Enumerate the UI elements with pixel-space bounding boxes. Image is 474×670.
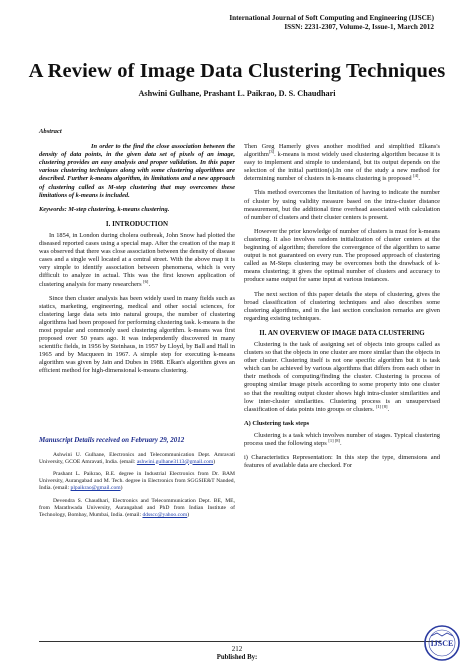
subsection-heading-clustering-steps: A) Clustering task steps xyxy=(244,419,310,427)
journal-issn: ISSN: 2231-2307, Volume-2, Issue-1, March 2012 xyxy=(284,23,434,31)
paper-title: A Review of Image Data Clustering Techniques xyxy=(28,60,446,82)
author-bio-1 xyxy=(39,452,235,466)
author-bio-1-text: Ashwini U. Gulhane, Electronics and Telecommunication Dept. Amravati University, GCOE Amravati, India. (email: xyxy=(39,451,235,465)
right-paragraph-5-text: Clustering is the task of assigning set of objects into groups called as clusters so that the objects in one cluster are more similar than the objects in other cluster. Clustering itself is not one specific algorithm but it is task which can be achieved by various algorithms that differs from each other in their methods of computing/finding the cluster. Clustering is process of grouping similar image pixels according to some property into one cluster so that the resulting output cluster shows high intra-cluster similarities and low inter-cluster similarities. Clustering process is an unsupervised classification of data points into groups or clusters. xyxy=(244,340,440,413)
right-paragraph-6: Clustering is a task which involves number of stages. Typical clustering process used the following steps [1] [8]. xyxy=(244,431,440,447)
intro-paragraph-1-text: In 1854, in London during cholera outbreak, John Snow had plotted the diseased reported cases using a special map. After the creation of the map it was observed that there was close association between the density of disease cases and a single well located at a central street. With the above map it is very simple to identify association between phenomena, which is very difficult to analyze in actual. This was the first known application of clustering analysis for many researchers xyxy=(39,231,235,288)
right-paragraph-4: The next section of this paper details the steps of clustering, gives the broad classification of clustering techniques and also describes some clustering algorithms, and in the last section conclusion remarks are given regarding existing techniques. xyxy=(244,290,440,322)
manuscript-details: Manuscript Details received on February 29, 2012 xyxy=(39,435,185,444)
right-paragraph-1b: . k-means is most widely used clustering algorithm because it is easy to implement and simple to understand, but its output depends on the selection of the initial partition(s).In one of the study a new method for determining number of clusters in k-means clustering is proposed xyxy=(244,151,440,183)
citation-ref: [3] xyxy=(268,148,275,154)
intro-paragraph-2: Since then cluster analysis has been widely used in many fields such as statics, marketing, engineering, medical and other social sciences, for clustering large data sets into natural groups, the number of clustering algorithms had been proposed for performing clustering task. k-means is the most popular and commonly used clustering algorithm. k-means was first proposed over 50 years ago. It was independently discovered in many scientific fields, in 1956 by Steinhaus, in 1957 by Lloyd, by Ball and Hall in 1965 and by Macqueen in 1967. A simple step for executing k-means algorithm was given by Jain and Dubes in 1988. Elkan's algorithm gives an efficient method for high-dimensional k-means clustering. xyxy=(39,294,235,375)
journal-header xyxy=(229,14,434,32)
right-paragraph-1a: Then Greg Hamerly gives another modified and simplified Elkans's algorithm xyxy=(244,143,440,159)
author-email-link-3[interactable]: ddsscc@yahoo.com xyxy=(142,511,188,518)
citation-ref: [1] [8] xyxy=(328,437,340,443)
footer-rule xyxy=(39,641,441,642)
right-paragraph-6-text: Clustering is a task which involves number of stages. Typical clustering process used the following steps xyxy=(244,431,440,447)
author-bio-1-tail: ) xyxy=(213,458,216,465)
right-paragraph-3: However the prior knowledge of number of clusters is must for k-means clustering. It also involves random initialization of cluster centers at the beginning of algorithm; therefore the convergence of the algorithm to same output is not guaranteed on every run. The proposed approach of clustering called as M-Steps clustering may be overcomes both the drawback of k-means clustering; it gives the optimal number of clusters and accuracy to produce same output for same input at various instances. xyxy=(244,227,440,284)
left-column xyxy=(39,128,235,525)
footer-publisher: Published By: xyxy=(216,654,258,661)
journal-name: International Journal of Soft Computing and Engineering (IJSCE) xyxy=(229,14,434,22)
right-paragraph-2: This method overcomes the limitation of having to indicate the number of cluster by using validity measure based on the intra-cluster distance measurement, but the additional time overhead associated with calculation of number of clusters and their cluster centers is present. xyxy=(244,189,440,221)
citation-ref: [1] [8] xyxy=(375,403,388,409)
citation-ref: [6] xyxy=(143,278,149,284)
right-paragraph-5: Clustering is the task of assigning set of objects into groups called as clusters so that the objects in one cluster are more similar than the objects in other cluster. Clustering itself is not one specific algorithm but it is task which can be achieved by various algorithms that differs from each other in their methods of computing/finding the cluster. Clustering is process of grouping similar image pixels according to some property into one cluster so that the resulting output cluster shows high intra-cluster similarities and low inter-cluster similarities. Clustering process is an unsupervised classification of data points into groups or clusters. [1] [8]. xyxy=(244,340,440,413)
author-bio-2-tail: ) xyxy=(120,485,123,492)
abstract-heading: Abstract xyxy=(39,128,62,135)
citation-ref: [4] xyxy=(413,173,419,179)
intro-paragraph-1: In 1854, in London during cholera outbreak, John Snow had plotted the diseased reported cases using a special map. After the creation of the map it was observed that there was close association between the density of disease cases and a single well located at a central street. With the above map it is very simple to identify association between phenomena, which is very difficult to analyze in actual. This was the first known application of clustering analysis for many researchers [6]. xyxy=(39,231,235,288)
logo-text: IJSCE xyxy=(430,639,454,648)
author-email-link-2[interactable]: plpaikrao@gmail.com xyxy=(70,485,121,492)
author-email-link-1[interactable]: ashwini.gulhane3113@gmail.com xyxy=(136,458,214,465)
section-heading-introduction: I. INTRODUCTION xyxy=(105,219,169,228)
author-bio-3-tail: ) xyxy=(187,511,190,518)
author-bio-2 xyxy=(39,471,235,492)
column-spacer xyxy=(39,382,235,436)
abstract-text: In order to the find the close association between the density of data points, in the given data set of pixels of an image, clustering provides an easy analysis and proper validation. In this paper various clustering techniques along with some clustering algorithms are described. Further k-means algorithm, its limitations and a new approach of clustering called as M-step clustering that may overcomes these limitations of k-means is included. xyxy=(39,143,235,199)
paper-authors: Ashwini Gulhane, Prashant L. Paikrao, D. S. Chaudhari xyxy=(138,89,336,98)
keywords: Keywords: M-step clustering, k-means clustering. xyxy=(39,205,170,213)
ijsce-logo-icon xyxy=(423,624,461,662)
right-paragraph-7: i) Characteristics Representation: In this step the type, dimensions and features of available data are checked. For xyxy=(244,454,440,470)
right-column xyxy=(244,143,440,476)
author-bio-3-text: Devendra S. Chaudhari, Electronics and Telecommunication Dept. BE, ME, from Marathwada University, Aurangabad and PhD from Indian Institute of Technology, Bombay, Mumbai, India. (email: xyxy=(39,498,235,518)
author-bio-2-text: Prashant L. Paikrao, B.E. degree in Industrial Electronics from Dr. BAM University, Aurangabad and M. Tech. degree in Electronics from SGGSIE&T Nanded, India. (email: xyxy=(39,471,235,492)
section-heading-overview: II. AN OVERVIEW OF IMAGE DATA CLUSTERING xyxy=(259,328,425,337)
author-bio-3 xyxy=(39,498,235,519)
page-number: 212 xyxy=(231,645,243,653)
right-paragraph-1: Then Greg Hamerly gives another modified and simplified Elkans's algorithm[3]. k-means is most widely used clustering algorithm because it is easy to implement and simple to understand, but its output depends on the selection of the initial partition(s).In one of the study a new method for determining number of clusters in k-means clustering is proposed [4]. xyxy=(244,143,440,183)
